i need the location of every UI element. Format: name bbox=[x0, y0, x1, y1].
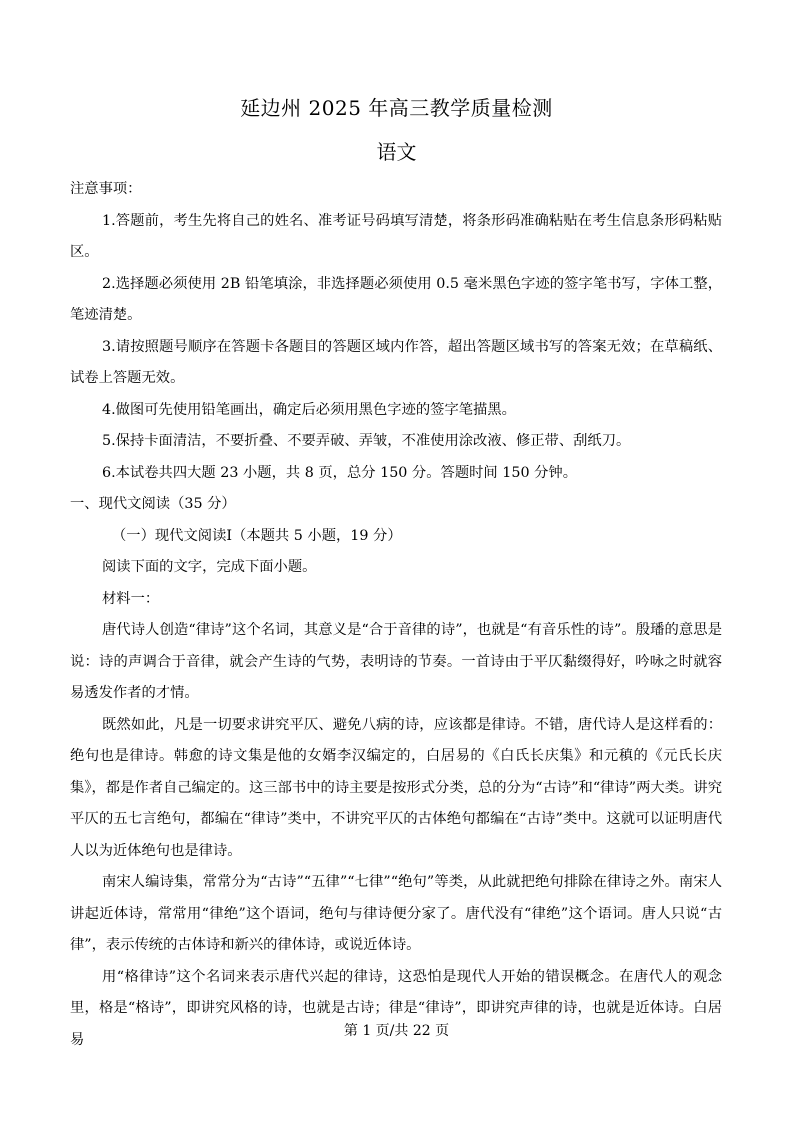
material-label: 材料一： bbox=[102, 590, 160, 607]
notice-item-5: 5.保持卡面清洁，不要折叠、不要弄破、弄皱，不准使用涂改液、修正带、刮纸刀。 bbox=[102, 433, 631, 449]
passage-paragraph-2: 既然如此，凡是一切要求讲究平仄、避免八病的诗，应该都是律诗。不错，唐代诗人是这样看的：绝句也是律诗。韩愈的诗文集是他的女婿李汉编定的，白居易的《白氏长庆集》和元稹的《元氏长庆集》，都是作者自己编定的。这三部书中的诗主要是按形式分类，总的分为“古诗”和“律诗”两大类。讲究平仄的五七言绝句，都编在“律诗”类中，不讲究平仄的古体绝句都编在“古诗”类中。这就可以证明唐代人以为近体绝句也是律诗。 bbox=[70, 716, 722, 859]
document-body bbox=[70, 174, 722, 1056]
page-number-footer: 第 1 页/共 22 页 bbox=[343, 1023, 450, 1039]
section-subheading: （一）现代文阅读Ⅰ（本题共 5 小题，19 分） bbox=[112, 527, 402, 544]
reading-instruction: 阅读下面的文字，完成下面小题。 bbox=[102, 559, 317, 575]
notice-item-6: 6.本试卷共四大题 23 小题，共 8 页，总分 150 分。答题时间 150 分钟。 bbox=[102, 464, 577, 481]
notice-item-2: 2.选择题必须使用 2B 铅笔填涂，非选择题必须使用 0.5 毫米黑色字迹的签字笔书写，字体工整，笔迹清楚。 bbox=[70, 275, 722, 323]
passage-paragraph-3: 南宋人编诗集，常常分为“古诗”“五律”“七律”“绝句”等类，从此就把绝句排除在律诗之外。南宋人讲起近体诗，常常用“律绝”这个语词，绝句与律诗便分家了。唐代没有“律绝”这个语词。唐人只说“古律”，表示传统的古体诗和新兴的律体诗，或说近体诗。 bbox=[70, 874, 722, 953]
notice-heading: 注意事项： bbox=[70, 181, 142, 197]
passage-paragraph-1: 唐代诗人创造“律诗”这个名词，其意义是“合于音律的诗”，也就是“有音乐性的诗”。殷璠的意思是说：诗的声调合于音律，就会产生诗的气势，表明诗的节奏。一首诗由于平仄黏缀得好，吟咏之时就容易透发作者的才情。 bbox=[70, 622, 722, 701]
document-title: 延边州 2025 年高三教学质量检测 bbox=[240, 96, 553, 120]
notice-item-3: 3.请按照题号顺序在答题卡各题目的答题区域内作答，超出答题区域书写的答案无效；在草稿纸、试卷上答题无效。 bbox=[70, 338, 722, 386]
subject-title: 语文 bbox=[376, 140, 417, 164]
notice-item-4: 4.做图可先使用铅笔画出，确定后必须用黑色字迹的签字笔描黑。 bbox=[102, 401, 516, 418]
passage-paragraph-4: 用“格律诗”这个名词来表示唐代兴起的律诗，这恐怕是现代人开始的错误概念。在唐代人的观念里，格是“格诗”，即讲究风格的诗，也就是古诗；律是“律诗”，即讲究声律的诗，也就是近体诗。白居易 bbox=[70, 968, 722, 1048]
notice-item-1: 1.答题前，考生先将自己的姓名、准考证号码填写清楚，将条形码准确粘贴在考生信息条形码粘贴区。 bbox=[70, 212, 722, 260]
section-heading: 一、现代文阅读（35 分） bbox=[70, 496, 236, 512]
